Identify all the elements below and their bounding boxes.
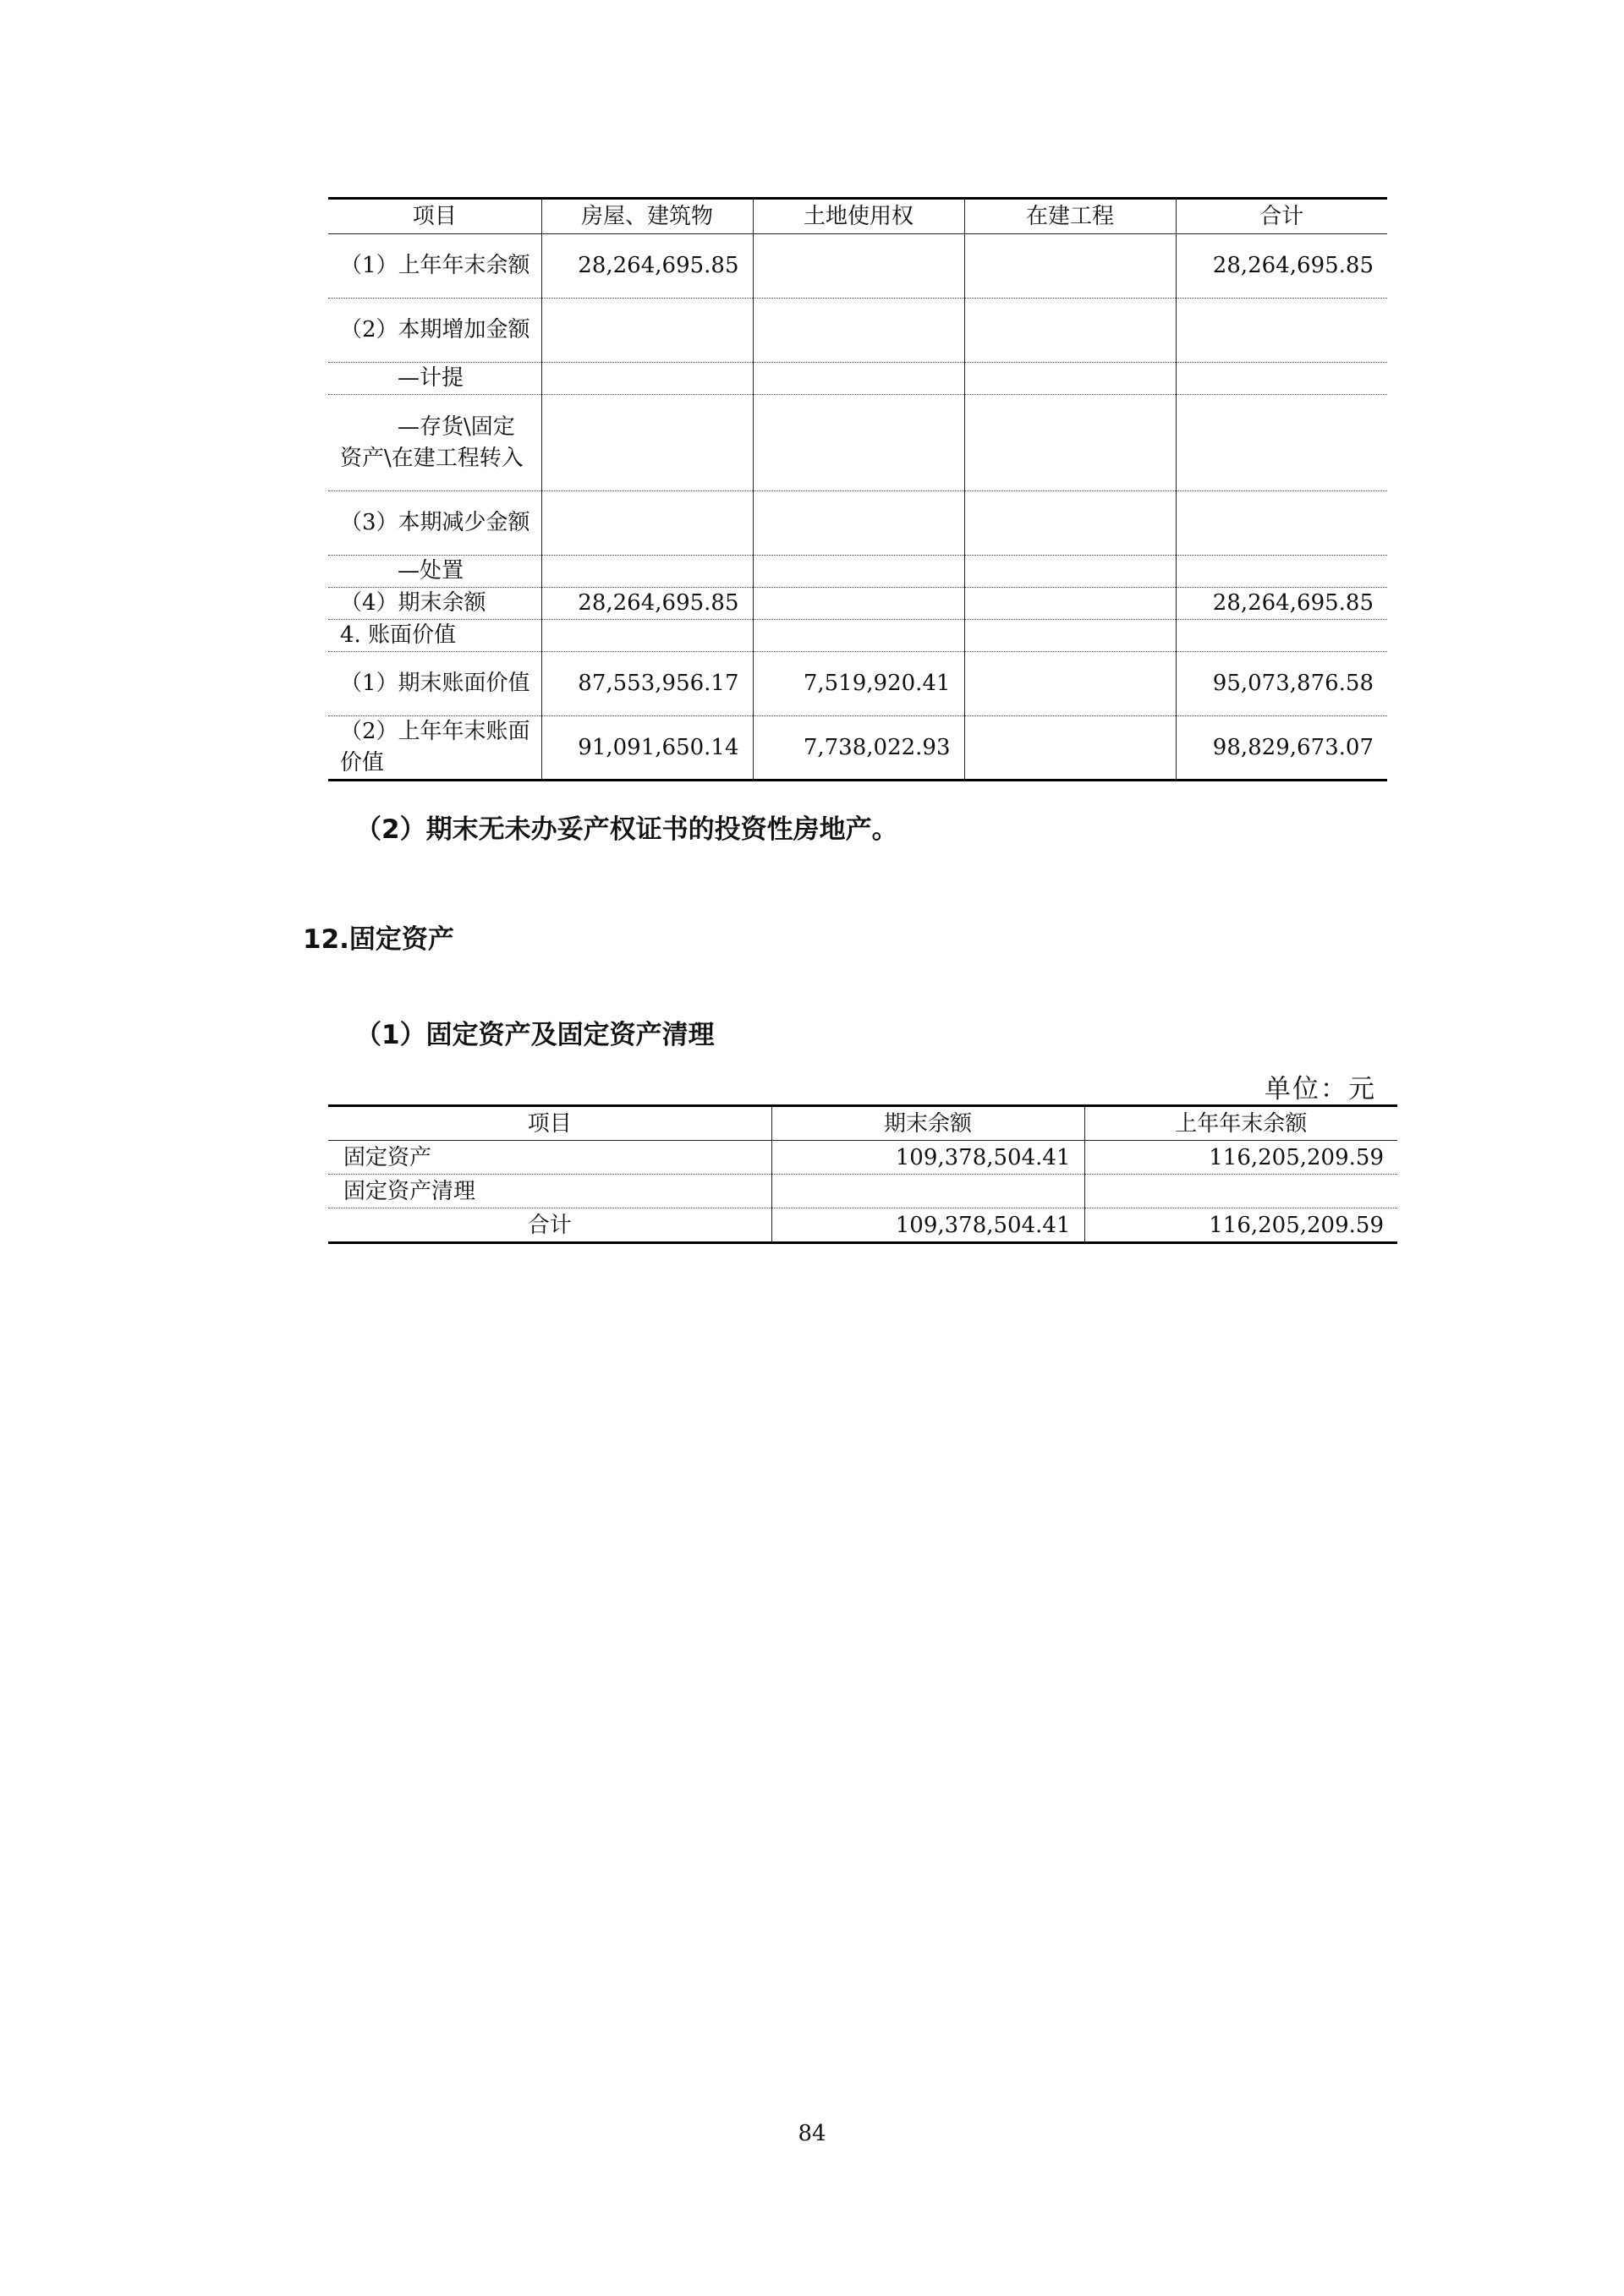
cell-value xyxy=(964,588,1176,620)
row-label: 固定资产清理 xyxy=(328,1175,771,1208)
table-header-row xyxy=(328,199,1387,234)
cell-value xyxy=(1176,491,1387,556)
cell-value xyxy=(541,299,753,363)
header-closing-balance: 期末余额 xyxy=(771,1106,1084,1141)
table-row xyxy=(328,1175,1397,1208)
row-label: （1）期末账面价值 xyxy=(328,652,541,716)
row-label: —计提 xyxy=(328,363,541,395)
cell-value: 28,264,695.85 xyxy=(1176,588,1387,620)
sub-heading: （1）固定资产及固定资产清理 xyxy=(355,1020,715,1050)
cell-value xyxy=(1084,1175,1397,1208)
cell-value xyxy=(964,556,1176,588)
cell-value xyxy=(771,1175,1084,1208)
row-label: 4. 账面价值 xyxy=(328,620,541,652)
cell-value: 91,091,650.14 xyxy=(541,716,753,781)
row-label: （2）本期增加金额 xyxy=(328,299,541,363)
table-row xyxy=(328,716,1387,781)
cell-value xyxy=(964,716,1176,781)
table-row xyxy=(328,1208,1397,1243)
row-label: —处置 xyxy=(328,556,541,588)
cell-value: 7,519,920.41 xyxy=(753,652,964,716)
header-item: 项目 xyxy=(328,199,541,234)
row-label: （3）本期减少金额 xyxy=(328,491,541,556)
table-row xyxy=(328,363,1387,395)
table-row xyxy=(328,234,1387,299)
cell-value: 95,073,876.58 xyxy=(1176,652,1387,716)
table-row xyxy=(328,556,1387,588)
table-header-row xyxy=(328,1106,1397,1141)
row-label: （2）上年年末账面价值 xyxy=(340,719,530,775)
cell-value xyxy=(1176,556,1387,588)
cell-value xyxy=(1176,620,1387,652)
unit-label: 单位：元 xyxy=(1265,1074,1376,1104)
cell-value xyxy=(541,556,753,588)
cell-value xyxy=(964,299,1176,363)
cell-value xyxy=(753,491,964,556)
cell-value: 116,205,209.59 xyxy=(1084,1141,1397,1175)
cell-value: 116,205,209.59 xyxy=(1084,1208,1397,1243)
cell-value xyxy=(964,652,1176,716)
fixed-assets-table xyxy=(328,1104,1397,1244)
cell-value xyxy=(964,620,1176,652)
header-construction-in-progress: 在建工程 xyxy=(964,199,1176,234)
page-number: 84 xyxy=(798,2121,826,2146)
cell-value xyxy=(964,491,1176,556)
cell-value xyxy=(964,395,1176,491)
row-label: 固定资产 xyxy=(328,1141,771,1175)
table-row xyxy=(328,652,1387,716)
header-buildings: 房屋、建筑物 xyxy=(541,199,753,234)
cell-value: 28,264,695.85 xyxy=(541,234,753,299)
header-item: 项目 xyxy=(328,1106,771,1141)
cell-value: 98,829,673.07 xyxy=(1176,716,1387,781)
cell-value xyxy=(1176,363,1387,395)
cell-value xyxy=(753,234,964,299)
cell-value xyxy=(753,363,964,395)
cell-value xyxy=(753,299,964,363)
table-row xyxy=(328,1141,1397,1175)
table-row xyxy=(328,395,1387,491)
investment-property-impairment-table xyxy=(328,197,1387,781)
table-row xyxy=(328,588,1387,620)
section-heading: 12.固定资产 xyxy=(303,924,454,955)
cell-value xyxy=(541,620,753,652)
cell-value xyxy=(964,363,1176,395)
cell-value xyxy=(541,363,753,395)
table-row xyxy=(328,491,1387,556)
cell-value xyxy=(964,234,1176,299)
cell-value xyxy=(1176,299,1387,363)
row-label: —存货\固定资产\在建工程转入 xyxy=(328,395,541,491)
header-opening-balance: 上年年末余额 xyxy=(1084,1106,1397,1141)
cell-value xyxy=(753,588,964,620)
cell-value xyxy=(1176,395,1387,491)
cell-value xyxy=(753,395,964,491)
header-land-use-rights: 土地使用权 xyxy=(753,199,964,234)
row-label: （1）上年年末余额 xyxy=(328,234,541,299)
cell-value xyxy=(541,395,753,491)
cell-value: 109,378,504.41 xyxy=(771,1208,1084,1243)
cell-value: 109,378,504.41 xyxy=(771,1141,1084,1175)
cell-value: 28,264,695.85 xyxy=(541,588,753,620)
cell-value: 28,264,695.85 xyxy=(1176,234,1387,299)
cell-value: 87,553,956.17 xyxy=(541,652,753,716)
table-row xyxy=(328,620,1387,652)
header-total: 合计 xyxy=(1176,199,1387,234)
note-text: （2）期末无未办妥产权证书的投资性房地产。 xyxy=(355,814,898,845)
cell-value xyxy=(753,556,964,588)
row-label-total: 合计 xyxy=(527,1212,572,1238)
cell-value: 7,738,022.93 xyxy=(753,716,964,781)
cell-value xyxy=(753,620,964,652)
table-row xyxy=(328,299,1387,363)
row-label: （4）期末余额 xyxy=(328,588,541,620)
cell-value xyxy=(541,491,753,556)
